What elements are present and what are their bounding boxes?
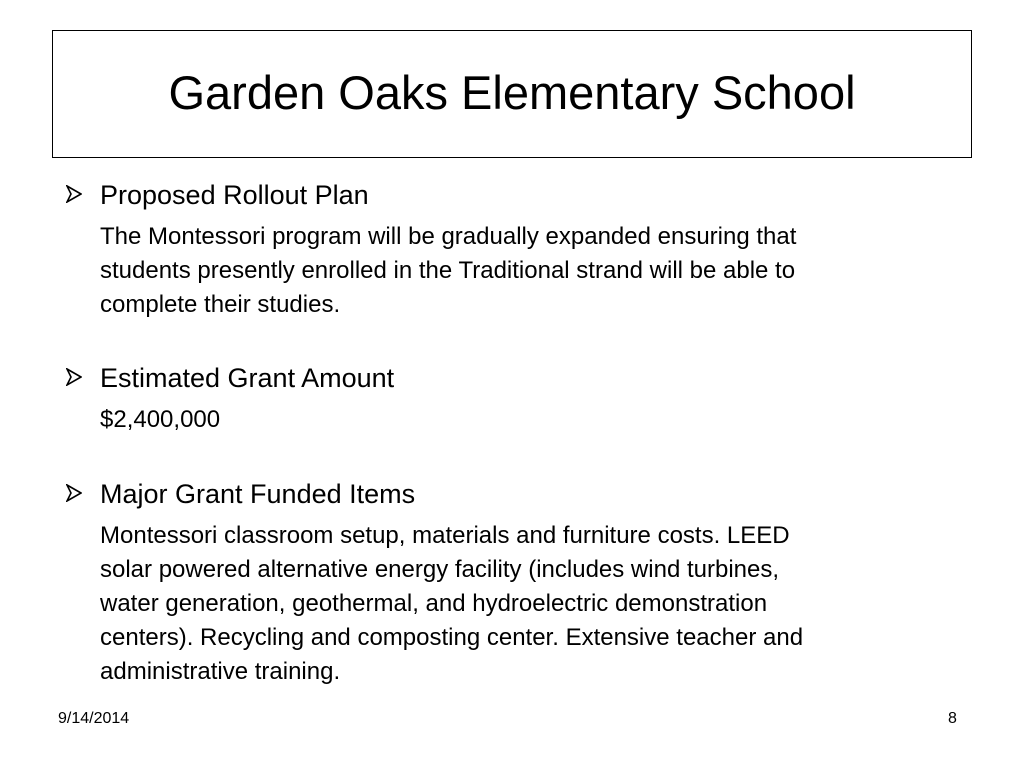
section-estimated-grant-amount	[64, 362, 964, 437]
section-body: Montessori classroom setup, materials and furniture costs. LEED solar powered alternative energy facility (includes wind turbines, water generation, geothermal, and hydroelectric demonstration centers). Recycling and composting center. Extensive teacher and administrative training.	[100, 522, 804, 685]
arrowhead-bullet-icon	[64, 481, 84, 505]
section-proposed-rollout-plan	[64, 179, 964, 322]
section-heading: Proposed Rollout Plan	[100, 180, 369, 210]
page-number: 8	[948, 710, 957, 727]
section-heading-row	[64, 478, 964, 510]
arrowhead-bullet-icon	[64, 365, 84, 389]
section-heading: Major Grant Funded Items	[100, 479, 416, 509]
footer-date: 9/14/2014	[58, 710, 130, 727]
title-box	[52, 30, 972, 158]
section-heading-row	[64, 179, 964, 211]
grant-amount-value: $2,400,000	[100, 406, 221, 433]
section-heading: Estimated Grant Amount	[100, 363, 395, 393]
arrowhead-bullet-icon	[64, 182, 84, 206]
section-heading-row	[64, 362, 964, 394]
section-body: The Montessori program will be gradually expanded ensuring that students presently enrolled in the Traditional strand will be able to complete their studies.	[100, 223, 797, 318]
section-major-grant-funded-items	[64, 478, 964, 689]
slide-title: Garden Oaks Elementary School	[168, 65, 856, 119]
